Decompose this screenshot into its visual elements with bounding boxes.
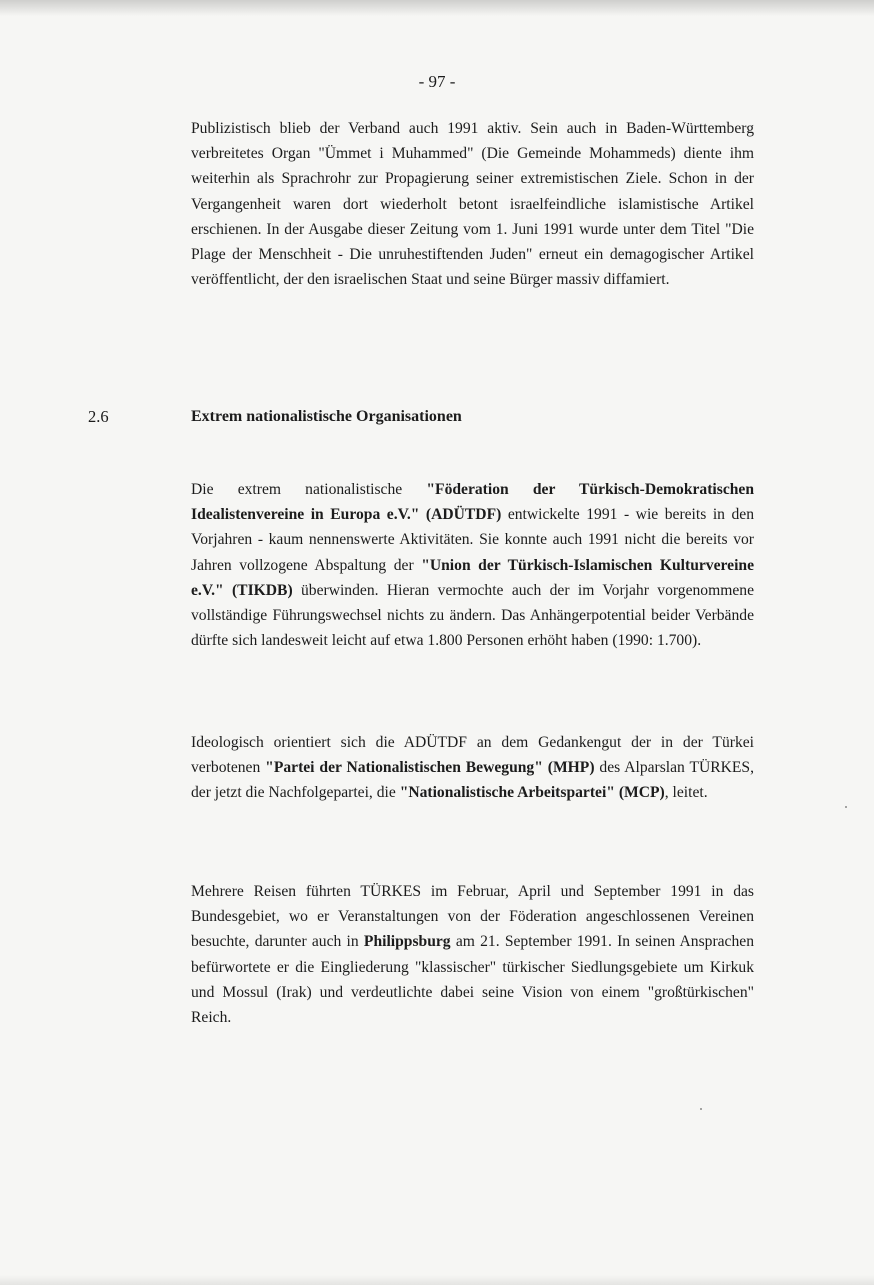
text-segment: , leitet.: [664, 784, 708, 802]
bold-text-segment: "Föderation der Türkisch-Demokratischen Idealistenvereine in Europa e.V." (ADÜTDF): [191, 481, 755, 524]
paragraph-adutdf: [191, 477, 754, 653]
scan-edge-bottom: [0, 1275, 874, 1285]
bold-text-segment: "Nationalistische Arbeitspartei" (MCP): [399, 784, 665, 802]
page-number: - 97 -: [418, 72, 456, 91]
bold-text-segment: "Union der Türkisch-Islamischen Kulturvereine e.V." (TIKDB): [191, 556, 754, 599]
text-segment: Publizistisch blieb der Verband auch 1991 aktiv. Sein auch in Baden-Württemberg verbreitetes Organ "Ümmet i Muhammed" (Die Gemeinde Mohammeds) diente ihm weiterhin als Sprachrohr zur Propagierung seiner extremistischen Ziele. Schon in der Vergangenheit waren dort wiederholt betont israelfeindliche islamistische Artikel erschienen. In der Ausgabe dieser Zeitung vom 1. Juni 1991 wurde unter dem Titel "Die Plage der Menschheit - Die unruhestiftenden Juden" erneut ein demagogischer Artikel veröffentlicht, der den israelischen Staat und seine Bürger massiv diffamiert.: [191, 120, 754, 289]
section-number: 2.6: [88, 407, 109, 426]
text-segment: Mehrere Reisen führten TÜRKES im Februar, April und September 1991 in das Bundesgebiet, wo er Veranstaltungen von der Föderation angeschlossenen Vereinen besuchte, darunter auch in: [191, 883, 754, 951]
scan-edge-top: [0, 0, 874, 16]
text-segment: des Alparslan TÜRKES, der jetzt die Nachfolgepartei, die: [191, 759, 755, 802]
bold-text-segment: Philippsburg: [363, 933, 451, 951]
paragraph-reisen: [191, 879, 754, 1030]
section-title: Extrem nationalistische Organisationen: [191, 408, 462, 425]
text-segment: am 21. September 1991. In seinen Ansprachen befürwortete er die Eingliederung "klassischer" türkischer Siedlungsgebiete um Kirkuk und Mossul (Irak) und verdeutlichte dabei seine Vision von einem "großtürkischen" Reich.: [191, 933, 754, 1027]
text-segment: entwickelte 1991 - wie bereits in den Vorjahren - kaum nennenswerte Aktivitäten. Sie konnte auch 1991 nicht die bereits vor Jahren vollzogene Abspaltung der: [191, 506, 755, 574]
text-segment: überwinden. Hieran vermochte auch der im Vorjahr vorgenommene vollständige Führungswechsel nichts zu ändern. Das Anhängerpotential beider Verbände dürfte sich landesweit leicht auf etwa 1.800 Personen erhöht haben (1990: 1.700).: [191, 581, 754, 650]
text-segment: Die extrem nationalistische: [191, 481, 427, 498]
paragraph-publizistik: [191, 116, 754, 292]
text-segment: Ideologisch orientiert sich die ADÜTDF an dem Gedankengut der in der Türkei verbotenen: [191, 734, 754, 777]
scan-speck: [700, 1108, 702, 1110]
bold-text-segment: "Partei der Nationalistischen Bewegung" (MHP): [265, 759, 595, 777]
scan-speck: [845, 806, 847, 808]
paragraph-ideologie: [191, 730, 754, 806]
